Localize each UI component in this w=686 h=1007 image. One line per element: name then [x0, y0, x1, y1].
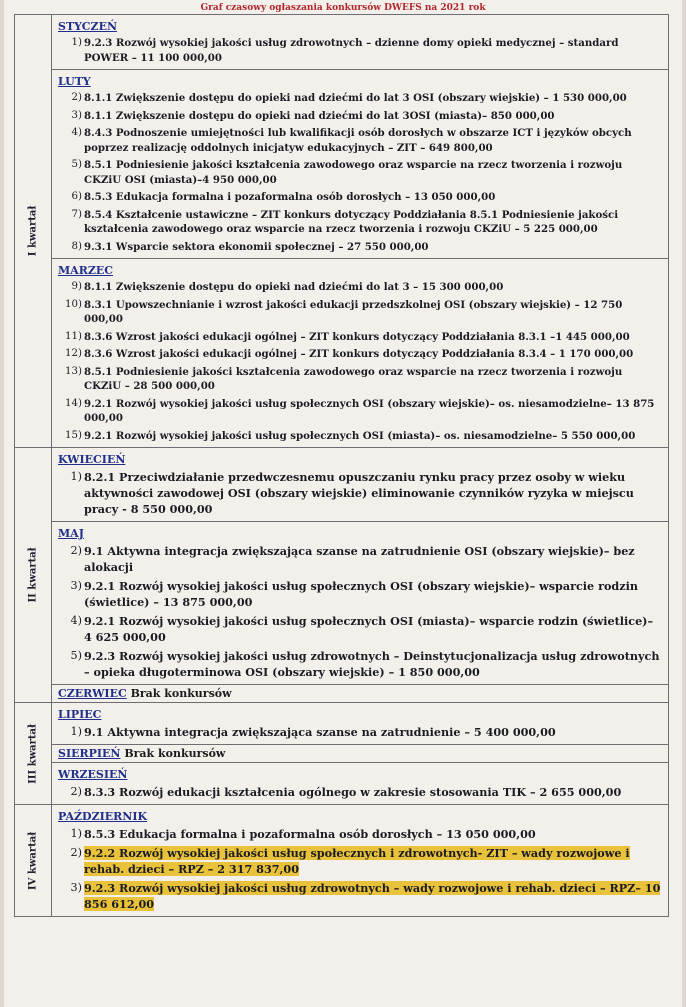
item-text: 8.3.6 Wzrost jakości edukacji ogólnej – ZIT konkurs dotyczący Poddziałania 8.3.1 –1 445 000,00 — [84, 330, 630, 343]
contest-list — [52, 826, 668, 912]
item-number: 9) — [71, 281, 82, 292]
item-number: 5) — [70, 649, 82, 662]
month-name: SIERPIEŃ — [58, 747, 121, 760]
item-text: 9.3.1 Wsparcie sektora ekonomii społecznej – 27 550 000,00 — [84, 240, 429, 253]
schedule-table — [14, 14, 669, 917]
quarter-label: II kwartał — [27, 547, 39, 603]
list-item — [71, 240, 662, 255]
list-item — [71, 158, 662, 187]
quarter-cell-4 — [15, 805, 52, 917]
month-cell — [52, 685, 669, 703]
list-item — [71, 280, 662, 295]
month-line — [52, 745, 668, 762]
list-item — [70, 724, 662, 740]
month-line — [52, 685, 668, 702]
month-name: STYCZEŃ — [58, 20, 118, 33]
month-name: CZERWIEC — [58, 687, 127, 700]
month-cell — [52, 522, 669, 685]
item-number: 4) — [71, 127, 82, 138]
month-row-styczen — [15, 15, 669, 70]
item-text: 9.2.3 Rozwój wysokiej jakości usług zdrowotnych – Deinstytucjonalizacja usług zdrowotnych – opieka długoterminowa OSI (obszary wiejskie) – 1 850 000,00 — [84, 649, 660, 679]
item-number: 6) — [71, 191, 82, 202]
month-note: Brak konkursów — [130, 687, 232, 700]
contest-list — [52, 36, 668, 65]
item-text: 9.1 Aktywna integracja zwiększająca szanse na zatrudnienie OSI (obszary wiejskie)– bez alokacji — [84, 544, 635, 574]
quarter-label: I kwartał — [27, 205, 39, 257]
list-item — [65, 429, 662, 444]
month-row-maj — [15, 522, 669, 685]
item-number: 5) — [71, 159, 82, 170]
item-text: 8.5.3 Edukacja formalna i pozaformalna osób dorosłych – 13 050 000,00 — [84, 191, 496, 203]
item-number: 15) — [65, 429, 82, 441]
quarter-cell-2 — [15, 448, 52, 703]
item-number: 2) — [71, 92, 82, 103]
item-text: 8.5.3 Edukacja formalna i pozaformalna osób dorosłych – 13 050 000,00 — [84, 827, 536, 841]
item-text: 9.1 Aktywna integracja zwiększająca szanse na zatrudnienie – 5 400 000,00 — [84, 725, 556, 739]
document-title: Graf czasowy ogłaszania konkursów DWEFS na 2021 rok — [200, 3, 486, 13]
item-text: 9.2.1 Rozwój wysokiej jakości usług społecznych OSI (obszary wiejskie)– os. niesamodzielne– 13 875 000,00 — [84, 397, 655, 424]
month-cell — [52, 15, 669, 70]
item-number: 1) — [70, 827, 82, 840]
month-name: LUTY — [58, 75, 91, 88]
item-number: 1) — [70, 725, 82, 738]
item-text: 8.5.1 Podniesienie jakości kształcenia zawodowego oraz wsparcie na rzecz tworzenia i rozwoju CKZiU – 28 500 000,00 — [84, 365, 623, 392]
item-number: 3) — [70, 579, 82, 592]
item-text: 8.3.3 Rozwój edukacji kształcenia ogólnego w zakresie stosowania TIK – 2 655 000,00 — [84, 785, 622, 799]
item-text: 9.2.1 Rozwój wysokiej jakości usług społecznych OSI (obszary wiejskie)– wsparcie rodzin (świetlice) – 13 875 000,00 — [84, 579, 638, 609]
list-item — [71, 190, 662, 205]
contest-list — [52, 543, 668, 680]
month-name: WRZESIEŃ — [58, 768, 128, 781]
list-item — [71, 91, 662, 106]
item-text: 9.2.2 Rozwój wysokiej jakości usług społecznych i zdrowotnych- ZIT – wady rozwojowe i rehab. dzieci – RPZ – 2 317 837,00 — [84, 846, 630, 876]
contest-list — [52, 280, 668, 443]
item-number: 8) — [71, 240, 82, 252]
month-cell — [52, 745, 669, 763]
list-item — [71, 109, 662, 124]
month-cell — [52, 805, 669, 917]
item-text: 9.2.1 Rozwój wysokiej jakości usług społecznych OSI (miasta)– wsparcie rodzin (świetlice)– 4 625 000,00 — [84, 614, 654, 644]
item-text: 8.3.1 Upowszechnianie i wzrost jakości edukacji przedszkolnej OSI (obszary wiejskie) – 12 750 000,00 — [84, 298, 623, 325]
contest-list — [52, 469, 668, 517]
month-name: MARZEC — [58, 264, 114, 277]
item-number: 14) — [65, 397, 82, 409]
list-item — [70, 648, 662, 680]
item-text: 8.3.6 Wzrost jakości edukacji ogólnej – ZIT konkurs dotyczący Poddziałania 8.3.4 – 1 170 000,00 — [84, 348, 634, 360]
month-row-sierpien — [15, 745, 669, 763]
list-item-highlighted — [70, 880, 662, 912]
month-cell — [52, 70, 669, 259]
month-name: MAJ — [58, 527, 84, 540]
item-number: 3) — [70, 881, 82, 894]
month-row-kwiecien — [15, 448, 669, 522]
list-item — [65, 365, 662, 394]
month-row-lipiec — [15, 703, 669, 745]
month-cell — [52, 703, 669, 745]
month-row-czerwiec — [15, 685, 669, 703]
item-number: 4) — [70, 614, 82, 627]
list-item — [65, 347, 662, 362]
item-number: 13) — [65, 365, 82, 377]
item-text: 8.5.1 Podniesienie jakości kształcenia zawodowego oraz wsparcie na rzecz tworzenia i rozwoju CKZiU OSI (miasta)–4 950 000,00 — [84, 159, 623, 186]
item-text: 8.2.1 Przeciwdziałanie przedwczesnemu opuszczaniu rynku pracy przez osoby w wieku aktywności zawodowej OSI (obszary wiejskie) eliminowanie czynników ryzyka w miejscu pracy - 8 550 000,00 — [84, 470, 634, 516]
list-item — [70, 469, 662, 517]
contest-list — [52, 724, 668, 740]
item-text: 9.2.3 Rozwój wysokiej jakości usług zdrowotnych – dzienne domy opieki medycznej – standard POWER – 11 100 000,00 — [84, 37, 619, 64]
list-item — [65, 330, 662, 345]
month-note: Brak konkursów — [124, 747, 226, 760]
contest-list — [52, 91, 668, 254]
item-number: 10) — [65, 298, 82, 310]
month-row-marzec — [15, 259, 669, 448]
item-number: 2) — [70, 846, 82, 859]
list-item — [70, 613, 662, 645]
item-number: 11) — [65, 330, 82, 342]
list-item-highlighted — [70, 845, 662, 877]
month-row-wrzesien — [15, 763, 669, 805]
month-name: KWIECIEŃ — [58, 453, 126, 466]
item-number: 7) — [71, 208, 82, 220]
list-item — [71, 126, 662, 155]
contest-list — [52, 784, 668, 800]
month-cell — [52, 448, 669, 522]
month-cell — [52, 259, 669, 448]
list-item — [70, 543, 662, 575]
list-item — [71, 208, 662, 237]
item-text: 9.2.3 Rozwój wysokiej jakości usług zdrowotnych – wady rozwojowe i rehab. dzieci – RPZ– 10 856 612,00 — [84, 881, 661, 911]
item-number: 2) — [70, 544, 82, 557]
item-number: 1) — [70, 470, 82, 483]
item-text: 8.1.1 Zwiększenie dostępu do opieki nad dziećmi do lat 3 – 15 300 000,00 — [84, 281, 504, 293]
item-text: 9.2.1 Rozwój wysokiej jakości usług społecznych OSI (miasta)– os. niesamodzielne– 5 550 000,00 — [84, 429, 636, 442]
item-number: 2) — [70, 785, 82, 798]
quarter-label: III kwartał — [27, 723, 39, 784]
item-text: 8.1.1 Zwiększenie dostępu do opieki nad dziećmi do lat 3 OSI (obszary wiejskie) – 1 530 000,00 — [84, 92, 627, 104]
month-row-luty — [15, 70, 669, 259]
document-sheet — [4, 0, 682, 1007]
item-number: 3) — [71, 109, 82, 121]
item-number: 1) — [71, 37, 82, 48]
quarter-cell-3 — [15, 703, 52, 805]
item-number: 12) — [65, 348, 82, 359]
list-item — [70, 578, 662, 610]
month-name: PAŹDZIERNIK — [58, 810, 148, 823]
month-cell — [52, 763, 669, 805]
list-item — [70, 784, 662, 800]
list-item — [65, 397, 662, 426]
list-item — [70, 826, 662, 842]
quarter-cell-1 — [15, 15, 52, 448]
month-name: LIPIEC — [58, 708, 102, 721]
item-text: 8.4.3 Podnoszenie umiejętności lub kwalifikacji osób dorosłych w obszarze ICT i języków obcych poprzez realizację oddolnych inicjatyw edukacyjnych – ZIT – 649 800,00 — [84, 127, 632, 154]
list-item — [65, 298, 662, 327]
quarter-label: IV kwartał — [27, 831, 39, 890]
item-text: 8.5.4 Kształcenie ustawiczne – ZIT konkurs dotyczący Poddziałania 8.5.1 Podniesienie jakości kształcenia zawodowego oraz wsparcie na rzecz tworzenia i rozwoju CKZiU – 5 225 000,00 — [84, 208, 619, 235]
month-row-pazdziernik — [15, 805, 669, 917]
item-text: 8.1.1 Zwiększenie dostępu do opieki nad dziećmi do lat 3OSI (miasta)– 850 000,00 — [84, 109, 555, 122]
list-item — [71, 36, 662, 65]
